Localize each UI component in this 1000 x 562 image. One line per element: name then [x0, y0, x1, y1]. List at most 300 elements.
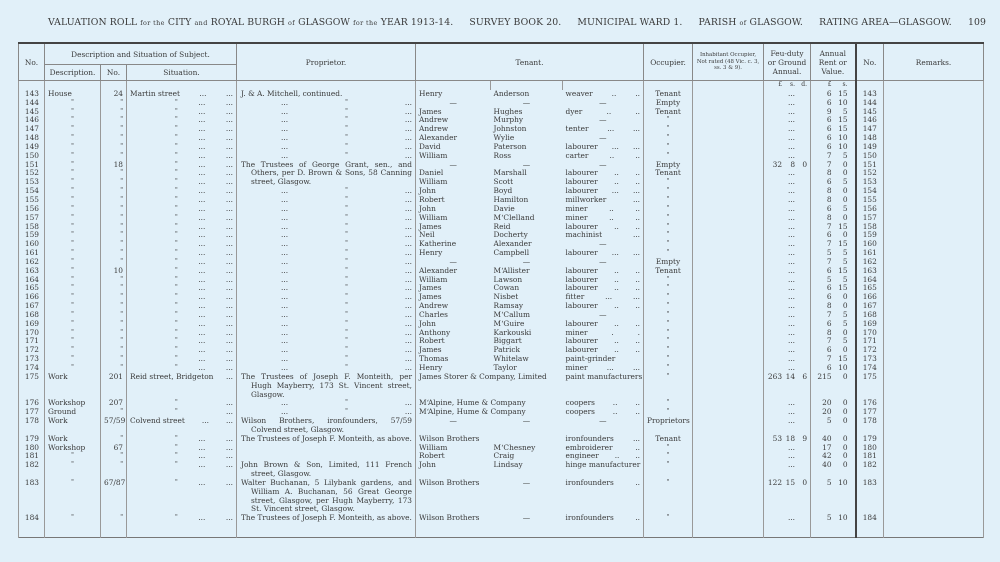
occupier: "	[644, 311, 693, 320]
feu-shillings: ...	[787, 442, 796, 452]
feu-duty	[764, 417, 811, 435]
text-part: labourer	[565, 248, 598, 258]
leader-dots: ...	[198, 186, 206, 196]
feu-shillings: ...	[787, 106, 796, 116]
description: Workshop	[45, 399, 101, 408]
ditto-mark: "	[345, 293, 348, 301]
leader-dots: ...	[198, 433, 206, 443]
proprietor	[237, 417, 416, 435]
municipal-ward: MUNICIPAL WARD 1.	[577, 17, 683, 28]
leader-dots: ...	[198, 292, 206, 302]
rent-pounds: 6	[826, 115, 832, 125]
street-number: "	[101, 240, 127, 249]
annual-rent	[811, 435, 856, 444]
title-connector: of	[288, 19, 296, 27]
feu-shillings: ...	[787, 354, 796, 364]
row-number-right: 152	[856, 169, 884, 178]
tenant-surname: M‘Chesney	[493, 442, 536, 452]
occupier: "	[644, 205, 693, 214]
inhabitant-occupier	[693, 116, 764, 125]
row-number: 173	[19, 355, 45, 364]
inhabitant-occupier	[693, 143, 764, 152]
parish	[699, 17, 803, 28]
rent-pounds: 7	[826, 256, 832, 266]
rent-shillings: 0	[842, 433, 848, 443]
proprietor-ditto	[241, 293, 412, 302]
description: "	[45, 205, 101, 214]
proprietor-ditto	[241, 125, 412, 134]
tenant-first-name: John	[416, 205, 491, 214]
row-number: 163	[19, 267, 45, 276]
rent-amount	[814, 461, 852, 470]
row-number: 169	[19, 320, 45, 329]
tenant-first-name: Andrew	[416, 116, 491, 125]
rent-pounds: 7	[826, 239, 832, 249]
proprietor	[237, 461, 416, 479]
blank-cell	[101, 523, 127, 538]
leader-dots: ...	[606, 363, 614, 372]
rent-shillings: 5	[842, 256, 848, 266]
feu-pence: 0	[802, 159, 808, 169]
remarks	[884, 134, 984, 143]
remarks	[884, 231, 984, 240]
feu-pounds	[767, 223, 782, 232]
row-number: 147	[19, 125, 45, 134]
situation	[127, 258, 237, 267]
leader-dots: ..	[635, 283, 641, 293]
rent-shillings: 15	[838, 354, 848, 364]
occupier: "	[644, 196, 693, 205]
units-cell	[811, 81, 856, 90]
feu-pence	[795, 329, 807, 338]
situation	[127, 178, 237, 187]
feu-pounds	[767, 205, 782, 214]
feu-shillings: ...	[787, 416, 796, 426]
occupation-parts	[566, 461, 641, 470]
leader-dots: ...	[225, 106, 233, 116]
street-number: "	[101, 514, 127, 523]
inhabitant-occupier	[693, 329, 764, 338]
description: "	[45, 187, 101, 196]
leader-dots: ..	[612, 407, 618, 417]
row-number: 182	[19, 461, 45, 479]
occupier: "	[644, 116, 693, 125]
occupier: Proprietors	[644, 417, 693, 435]
leader-dots: ..	[635, 451, 641, 461]
proprietor	[237, 258, 416, 267]
annual-rent	[811, 408, 856, 417]
leader-dots: ...	[198, 221, 206, 231]
leader-dots: ...	[198, 345, 206, 355]
street-number: "	[101, 134, 127, 143]
tenant-surname: M‘Clelland	[493, 212, 535, 222]
col-situation: Situation.	[127, 65, 237, 81]
inhabitant-occupier	[693, 311, 764, 320]
remarks	[884, 444, 984, 453]
table-row	[19, 373, 984, 400]
unit-label: s.	[842, 81, 848, 88]
occupier: "	[644, 276, 693, 285]
text-part: —	[599, 416, 607, 426]
situation	[127, 99, 237, 108]
situation-parts	[130, 108, 233, 117]
leader-dots: ..	[635, 318, 641, 328]
ditto-mark: "	[345, 107, 348, 115]
proprietor	[237, 399, 416, 408]
remarks	[884, 346, 984, 355]
feu-amount	[767, 479, 807, 488]
feu-shillings: ...	[787, 177, 796, 187]
feu-pence	[795, 125, 807, 134]
leader-dots: ...	[225, 221, 233, 231]
rent-shillings: 0	[842, 168, 848, 178]
ditto-mark: "	[175, 346, 178, 354]
occupier: "	[644, 187, 693, 196]
proprietor-text: The Trustees of Joseph F. Monteith, as above.	[241, 433, 412, 443]
tenant-first-name: Wilson Brothers	[416, 514, 491, 523]
rent-pounds: 5	[826, 416, 832, 426]
rent-shillings: 5	[842, 274, 848, 284]
leader-dots: .	[637, 327, 641, 337]
row-number: 166	[19, 293, 45, 302]
text-part: labourer	[565, 265, 598, 275]
proprietor-ditto	[241, 337, 412, 346]
remarks	[884, 355, 984, 364]
title-connector: of	[739, 19, 747, 27]
proprietor-text: J. & A. Mitchell, continued.	[241, 88, 343, 98]
leader-dots: ...	[281, 283, 289, 293]
feu-pence	[795, 276, 807, 285]
description: "	[45, 249, 101, 258]
col-no-right: No.	[856, 43, 884, 81]
feu-shillings: ...	[787, 336, 796, 346]
leader-dots: ...	[225, 97, 233, 107]
proprietor	[237, 337, 416, 346]
rent-pounds: 6	[826, 345, 832, 355]
leader-dots: ..	[611, 88, 617, 98]
leader-dots: ..	[635, 442, 641, 452]
row-number: 168	[19, 311, 45, 320]
description: Workshop	[45, 444, 101, 453]
text-part: —	[599, 309, 607, 319]
leader-dots: ..	[614, 221, 619, 231]
leader-dots: ...	[225, 363, 233, 372]
col-description: Description.	[45, 65, 101, 81]
ditto-mark: "	[175, 319, 178, 327]
feu-pounds: 32	[772, 159, 783, 169]
leader-dots: ...	[281, 133, 289, 143]
leader-dots: ...	[404, 124, 412, 134]
feu-pounds	[767, 320, 782, 329]
feu-pounds	[767, 196, 782, 205]
proprietor-text: The Trustees of George Grant, sen., and Others, per D. Brown & Sons, 58 Canning street, Glasgow.	[241, 159, 412, 187]
leader-dots: ...	[225, 371, 233, 381]
inhabitant-occupier	[693, 417, 764, 435]
remarks	[884, 452, 984, 461]
description: "	[45, 116, 101, 125]
situation	[127, 134, 237, 143]
page-number: 109	[967, 17, 986, 28]
text-part: —	[599, 256, 607, 266]
leader-dots: ...	[225, 318, 233, 328]
description: "	[45, 461, 101, 479]
annual-rent	[811, 99, 856, 108]
feu-shillings: ...	[787, 398, 796, 408]
row-number-right: 143	[856, 90, 884, 99]
annual-rent	[811, 205, 856, 214]
row-number-right: 162	[856, 258, 884, 267]
text-part: labourer	[565, 177, 598, 187]
leader-dots: ...	[281, 124, 289, 134]
title-connector: for the	[140, 19, 165, 27]
leader-dots: ..	[635, 212, 641, 222]
ditto-mark: "	[345, 116, 348, 124]
leader-dots: ...	[281, 256, 289, 266]
feu-pence	[795, 169, 807, 178]
feu-pounds	[767, 514, 782, 523]
situation-parts	[130, 214, 233, 223]
tenant-first-name: William	[416, 276, 491, 285]
remarks	[884, 364, 984, 373]
situation	[127, 479, 237, 514]
proprietor	[237, 196, 416, 205]
leader-dots: ...	[281, 141, 289, 151]
row-number: 178	[19, 417, 45, 435]
description: "	[45, 452, 101, 461]
annual-rent	[811, 134, 856, 143]
rent-pounds: 20	[822, 398, 832, 408]
inhabitant-occupier	[693, 99, 764, 108]
occupier: "	[644, 346, 693, 355]
leader-dots: ...	[225, 239, 233, 249]
proprietor-ditto	[241, 240, 412, 249]
rent-shillings: 0	[842, 416, 848, 426]
leader-dots: ...	[198, 451, 206, 461]
annual-rent	[811, 240, 856, 249]
row-number-right: 181	[856, 452, 884, 461]
rent-pounds: 5	[826, 477, 832, 487]
occupier: "	[644, 152, 693, 161]
situation	[127, 417, 237, 435]
leader-dots: ...	[198, 301, 206, 311]
proprietor	[237, 249, 416, 258]
feu-shillings: ...	[787, 221, 796, 231]
rent-pounds: 6	[826, 88, 832, 98]
description: "	[45, 311, 101, 320]
row-number: 155	[19, 196, 45, 205]
street-number: "	[101, 355, 127, 364]
leader-dots: ...	[198, 327, 206, 337]
leader-dots: ...	[404, 230, 412, 240]
proprietor	[237, 479, 416, 514]
rent-pounds: 7	[826, 336, 832, 346]
text-part: labourer	[565, 345, 598, 355]
leader-dots: ...	[225, 416, 233, 426]
leader-dots: ...	[225, 88, 233, 98]
feu-pence: 6	[802, 371, 808, 381]
leader-dots: ...	[225, 124, 233, 134]
situation	[127, 223, 237, 232]
text-part: labourer	[565, 141, 598, 151]
row-number-right: 153	[856, 178, 884, 187]
proprietor	[237, 302, 416, 311]
situation	[127, 196, 237, 205]
situation	[127, 169, 237, 178]
feu-shillings: ...	[787, 124, 796, 134]
tenant-surname: Hamilton	[493, 194, 529, 204]
leader-dots: ...	[198, 212, 206, 222]
remarks	[884, 267, 984, 276]
feu-shillings: ...	[787, 318, 796, 328]
leader-dots: ...	[404, 301, 412, 311]
leader-dots: ..	[635, 301, 641, 311]
feu-shillings: ...	[787, 88, 796, 98]
leader-dots: ...	[198, 283, 206, 293]
text-part: miner	[565, 212, 588, 222]
feu-pounds	[767, 293, 782, 302]
tenant-surname: Cowan	[493, 283, 520, 293]
situation-parts	[130, 373, 233, 382]
ditto-mark: "	[175, 408, 178, 416]
row-number: 148	[19, 134, 45, 143]
leader-dots: ..	[635, 477, 641, 487]
street-number: 10	[101, 267, 127, 276]
feu-duty	[764, 373, 811, 400]
row-number: 183	[19, 479, 45, 514]
description: "	[45, 329, 101, 338]
text-part: miner	[565, 203, 588, 213]
feu-shillings: ...	[787, 186, 796, 196]
tenant-first-name: William	[416, 152, 491, 161]
leader-dots: ...	[404, 115, 412, 125]
remarks	[884, 311, 984, 320]
row-number: 156	[19, 205, 45, 214]
tenant-first-name: William	[416, 444, 491, 453]
row-number: 145	[19, 108, 45, 117]
tenant-surname: Paterson	[493, 141, 527, 151]
proprietor	[237, 223, 416, 232]
leader-dots: ..	[614, 283, 619, 293]
proprietor	[237, 169, 416, 178]
leader-dots: ...	[632, 363, 641, 372]
inhabitant-occupier	[693, 108, 764, 117]
occupier: Empty	[644, 161, 693, 170]
text-part: —	[599, 97, 607, 107]
rent-pounds: 6	[826, 177, 832, 187]
remarks	[884, 161, 984, 170]
feu-shillings: ...	[787, 203, 796, 213]
remarks	[884, 143, 984, 152]
leader-dots: ...	[225, 186, 233, 196]
text-part: hinge manufacturer	[565, 460, 641, 470]
feu-shillings: ...	[787, 460, 796, 470]
rent-shillings: 5	[842, 106, 848, 116]
feu-pence	[795, 417, 807, 426]
leader-dots: ...	[225, 194, 233, 204]
street-number: "	[101, 196, 127, 205]
feu-pence	[795, 90, 807, 99]
leader-dots: ...	[199, 88, 207, 98]
leader-dots: ...	[404, 354, 412, 364]
proprietor	[237, 214, 416, 223]
leader-dots: ...	[225, 398, 233, 408]
leader-dots: ...	[225, 274, 233, 284]
row-number-right: 164	[856, 276, 884, 285]
description: "	[45, 134, 101, 143]
street-number: "	[101, 143, 127, 152]
inhabitant-occupier	[693, 90, 764, 99]
situation	[127, 284, 237, 293]
row-number: 162	[19, 258, 45, 267]
rent-shillings: 10	[838, 477, 848, 487]
occupier: "	[644, 452, 693, 461]
leader-dots: ...	[404, 256, 412, 266]
leader-dots: ...	[225, 141, 233, 151]
street-number: "	[101, 258, 127, 267]
annual-rent	[811, 152, 856, 161]
tenant-surname: Nisbet	[493, 292, 519, 302]
tenant-first-name: Robert	[416, 196, 491, 205]
annual-rent	[811, 311, 856, 320]
row-number: 157	[19, 214, 45, 223]
page-header	[48, 17, 986, 28]
feu-pounds: 122	[767, 477, 783, 487]
ditto-mark: "	[175, 337, 178, 345]
ditto-mark: "	[175, 178, 178, 186]
tenant-first-name: —	[416, 258, 491, 267]
situation-parts	[130, 399, 233, 408]
ditto-mark: "	[175, 443, 178, 451]
street-number: "	[101, 293, 127, 302]
row-number-right: 158	[856, 223, 884, 232]
remarks	[884, 479, 984, 514]
feu-pence	[795, 178, 807, 187]
proprietor-ditto	[241, 205, 412, 214]
feu-pounds	[767, 178, 782, 187]
situation-parts	[130, 479, 233, 488]
annual-rent	[811, 337, 856, 346]
rent-pounds: 6	[826, 283, 832, 293]
row-number-right: 155	[856, 196, 884, 205]
street-number: "	[101, 311, 127, 320]
rent-pounds: 8	[826, 186, 832, 196]
inhabitant-occupier	[693, 293, 764, 302]
blank-cell	[563, 523, 644, 538]
rent-amount	[814, 479, 852, 488]
feu-shillings: 8	[790, 159, 796, 169]
remarks	[884, 276, 984, 285]
leader-dots: ..	[635, 221, 641, 231]
rent-pounds: 6	[826, 230, 832, 240]
tenant-occupation	[563, 373, 644, 400]
tenant-surname: Biggart	[493, 336, 522, 346]
feu-pounds	[767, 355, 782, 364]
leader-dots: ...	[198, 354, 206, 364]
row-number: 181	[19, 452, 45, 461]
leader-dots: ..	[635, 407, 641, 417]
occupier: Tenant	[644, 267, 693, 276]
text-part: coopers	[565, 407, 595, 417]
tenant-surname: M‘Callum	[493, 309, 530, 319]
row-number: 150	[19, 152, 45, 161]
leader-dots: ...	[404, 363, 412, 372]
leader-dots: ...	[198, 256, 206, 266]
proprietor-ditto	[241, 214, 412, 223]
text-part: embroiderer	[565, 442, 613, 452]
annual-rent	[811, 514, 856, 523]
leader-dots: ...	[225, 451, 233, 461]
street-number: 207	[101, 399, 127, 408]
